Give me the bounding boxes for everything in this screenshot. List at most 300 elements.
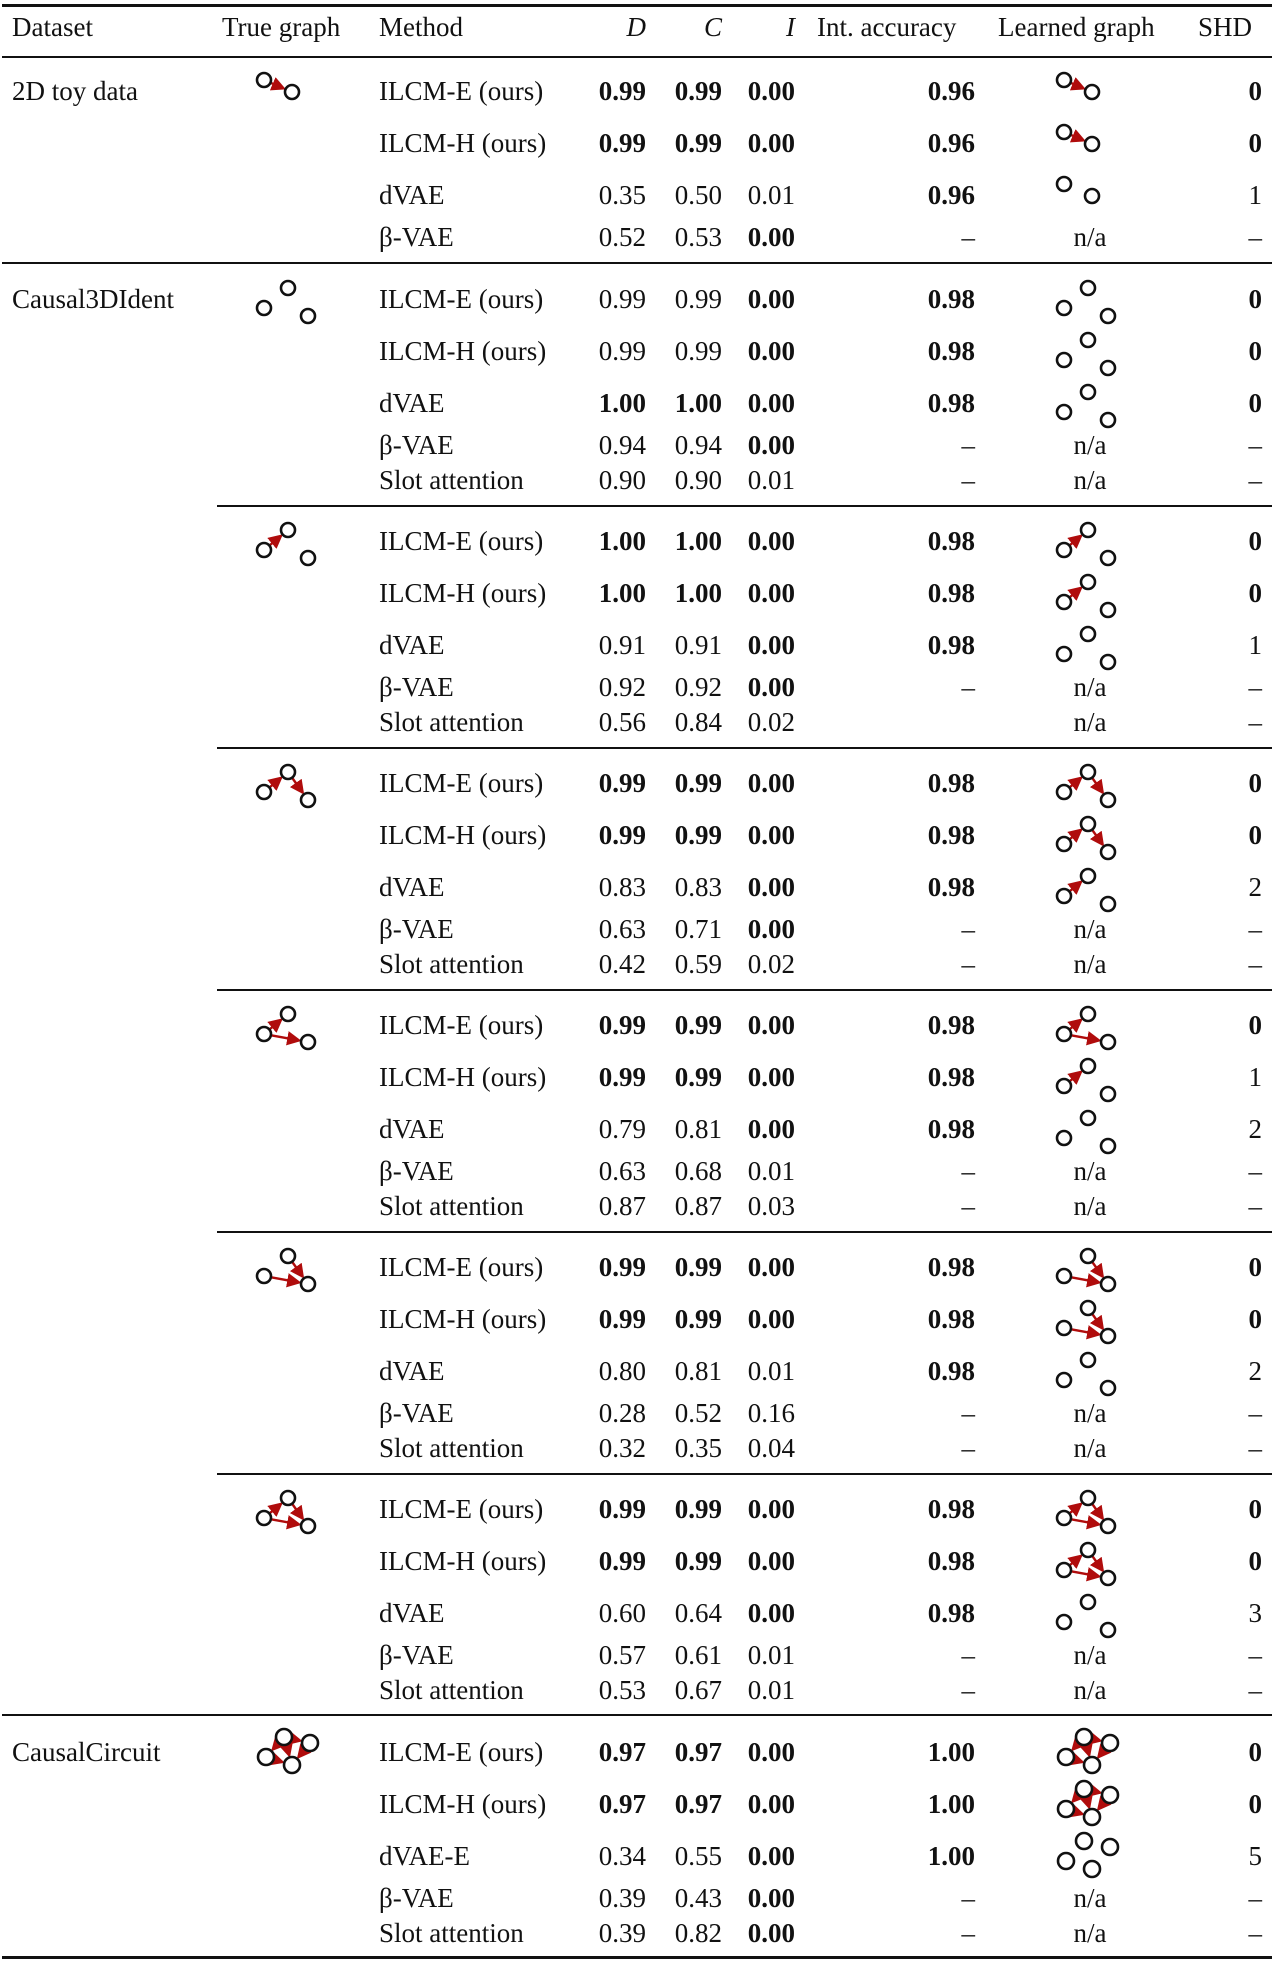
method-name: ILCM-H (ours) bbox=[379, 1789, 547, 1819]
block-separator bbox=[2, 262, 1272, 264]
method-name: ILCM-E (ours) bbox=[379, 1737, 544, 1767]
int-accuracy: – bbox=[961, 1883, 975, 1913]
metric-I: 0.02 bbox=[747, 707, 795, 737]
int-accuracy: – bbox=[961, 1398, 975, 1428]
metric-C: 0.91 bbox=[674, 630, 722, 660]
metric-C: 0.99 bbox=[674, 1010, 722, 1040]
dataset-label: 2D toy data bbox=[12, 76, 138, 106]
graph-svg bbox=[1056, 1727, 1126, 1779]
shd-value: 0 bbox=[1248, 768, 1262, 798]
metric-I: 0.00 bbox=[747, 1737, 795, 1767]
block-separator bbox=[217, 1473, 1272, 1475]
shd-value: 5 bbox=[1248, 1841, 1262, 1871]
metric-I: 0.04 bbox=[747, 1433, 795, 1463]
method-name: dVAE bbox=[379, 180, 445, 210]
shd-value: 0 bbox=[1248, 1252, 1262, 1282]
metric-I: 0.00 bbox=[747, 336, 795, 366]
shd-value: 0 bbox=[1248, 1789, 1262, 1819]
metric-D: 0.97 bbox=[598, 1737, 646, 1767]
metric-C: 1.00 bbox=[674, 578, 722, 608]
bottom-rule bbox=[2, 1956, 1272, 1959]
metric-C: 0.43 bbox=[674, 1883, 722, 1913]
method-name: β-VAE bbox=[379, 914, 454, 944]
metric-D: 0.90 bbox=[598, 465, 646, 495]
learned-graph-na: n/a bbox=[1073, 1918, 1107, 1948]
graph-svg bbox=[1056, 1831, 1126, 1883]
graph-svg bbox=[1056, 568, 1126, 620]
block-separator bbox=[217, 747, 1272, 749]
shd-value: 0 bbox=[1248, 76, 1262, 106]
int-accuracy: – bbox=[961, 1433, 975, 1463]
int-accuracy: 1.00 bbox=[927, 1737, 975, 1767]
metric-D: 0.99 bbox=[598, 128, 646, 158]
method-name: β-VAE bbox=[379, 672, 454, 702]
learned-graph-diagram bbox=[1056, 170, 1126, 222]
metric-I: 0.00 bbox=[747, 388, 795, 418]
learned-graph-diagram bbox=[1056, 274, 1126, 326]
learned-graph-diagram bbox=[1056, 326, 1126, 378]
learned-graph-diagram bbox=[1056, 1779, 1126, 1831]
metric-C: 1.00 bbox=[674, 388, 722, 418]
shd-value: 1 bbox=[1248, 630, 1262, 660]
graph-svg bbox=[1056, 1000, 1126, 1052]
graph-svg bbox=[256, 274, 326, 326]
metric-C: 0.68 bbox=[674, 1156, 722, 1186]
metric-I: 0.00 bbox=[747, 128, 795, 158]
metric-I: 0.00 bbox=[747, 1883, 795, 1913]
metric-I: 0.01 bbox=[747, 1156, 795, 1186]
learned-graph-diagram bbox=[1056, 1727, 1126, 1779]
shd-value: – bbox=[1248, 1398, 1262, 1428]
method-name: dVAE bbox=[379, 1598, 445, 1628]
learned-graph-na: n/a bbox=[1073, 222, 1107, 252]
true-graph-diagram bbox=[256, 758, 326, 810]
metric-C: 0.87 bbox=[674, 1191, 722, 1221]
int-accuracy: 0.98 bbox=[927, 1114, 975, 1144]
metric-D: 0.97 bbox=[598, 1789, 646, 1819]
graph-svg bbox=[1056, 66, 1126, 118]
method-name: β-VAE bbox=[379, 1398, 454, 1428]
method-name: ILCM-H (ours) bbox=[379, 1304, 547, 1334]
method-name: dVAE bbox=[379, 388, 445, 418]
shd-value: 0 bbox=[1248, 284, 1262, 314]
metric-C: 0.99 bbox=[674, 336, 722, 366]
int-accuracy: 0.96 bbox=[927, 180, 975, 210]
shd-value: 0 bbox=[1248, 336, 1262, 366]
learned-graph-diagram bbox=[1056, 568, 1126, 620]
metric-D: 0.39 bbox=[598, 1883, 646, 1913]
metric-D: 0.99 bbox=[598, 76, 646, 106]
metric-C: 0.59 bbox=[674, 949, 722, 979]
shd-value: 0 bbox=[1248, 1494, 1262, 1524]
metric-C: 0.71 bbox=[674, 914, 722, 944]
shd-value: 2 bbox=[1248, 1114, 1262, 1144]
shd-value: – bbox=[1248, 949, 1262, 979]
graph-svg bbox=[1056, 758, 1126, 810]
shd-value: 0 bbox=[1248, 820, 1262, 850]
metric-D: 0.63 bbox=[598, 914, 646, 944]
learned-graph-diagram bbox=[1056, 1536, 1126, 1588]
metric-I: 0.00 bbox=[747, 672, 795, 702]
metric-D: 0.99 bbox=[598, 1546, 646, 1576]
graph-svg bbox=[1056, 1779, 1126, 1831]
graph-svg bbox=[1056, 620, 1126, 672]
int-accuracy: – bbox=[961, 465, 975, 495]
method-name: Slot attention bbox=[379, 1433, 524, 1463]
learned-graph-na: n/a bbox=[1073, 1191, 1107, 1221]
metric-I: 0.00 bbox=[747, 1546, 795, 1576]
learned-graph-na: n/a bbox=[1073, 1883, 1107, 1913]
method-name: ILCM-E (ours) bbox=[379, 768, 544, 798]
learned-graph-na: n/a bbox=[1073, 1398, 1107, 1428]
header-method: Method bbox=[379, 12, 463, 42]
int-accuracy: 0.98 bbox=[927, 1062, 975, 1092]
metric-C: 0.97 bbox=[674, 1737, 722, 1767]
metric-C: 0.99 bbox=[674, 1062, 722, 1092]
int-accuracy: 0.98 bbox=[927, 336, 975, 366]
header-D: D bbox=[626, 12, 646, 42]
metric-D: 0.99 bbox=[598, 284, 646, 314]
metric-I: 0.00 bbox=[747, 630, 795, 660]
int-accuracy: 0.98 bbox=[927, 1304, 975, 1334]
method-name: ILCM-H (ours) bbox=[379, 1546, 547, 1576]
int-accuracy: 0.98 bbox=[927, 872, 975, 902]
method-name: β-VAE bbox=[379, 1640, 454, 1670]
shd-value: – bbox=[1248, 1675, 1262, 1705]
true-graph-diagram bbox=[256, 1727, 326, 1779]
header-rule bbox=[2, 56, 1272, 58]
method-name: dVAE bbox=[379, 1356, 445, 1386]
metric-I: 0.00 bbox=[747, 222, 795, 252]
int-accuracy: 0.96 bbox=[927, 128, 975, 158]
learned-graph-diagram bbox=[1056, 118, 1126, 170]
shd-value: 1 bbox=[1248, 1062, 1262, 1092]
metric-C: 1.00 bbox=[674, 526, 722, 556]
graph-svg bbox=[256, 66, 326, 118]
learned-graph-diagram bbox=[1056, 1346, 1126, 1398]
block-separator bbox=[217, 989, 1272, 991]
metric-D: 1.00 bbox=[598, 526, 646, 556]
method-name: Slot attention bbox=[379, 707, 524, 737]
metric-I: 0.00 bbox=[747, 1918, 795, 1948]
metric-I: 0.01 bbox=[747, 1640, 795, 1670]
metric-C: 0.99 bbox=[674, 1252, 722, 1282]
graph-svg bbox=[1056, 1536, 1126, 1588]
metric-D: 0.32 bbox=[598, 1433, 646, 1463]
shd-value: 0 bbox=[1248, 526, 1262, 556]
int-accuracy: – bbox=[961, 222, 975, 252]
metric-C: 0.67 bbox=[674, 1675, 722, 1705]
shd-value: – bbox=[1248, 914, 1262, 944]
block-separator bbox=[217, 1231, 1272, 1233]
shd-value: 2 bbox=[1248, 872, 1262, 902]
metric-I: 0.00 bbox=[747, 1114, 795, 1144]
metric-C: 0.81 bbox=[674, 1356, 722, 1386]
metric-D: 0.28 bbox=[598, 1398, 646, 1428]
shd-value: 0 bbox=[1248, 1546, 1262, 1576]
method-name: β-VAE bbox=[379, 222, 454, 252]
header-C: C bbox=[703, 12, 722, 42]
method-name: ILCM-E (ours) bbox=[379, 1252, 544, 1282]
header-int-accuracy: Int. accuracy bbox=[817, 12, 957, 42]
method-name: Slot attention bbox=[379, 1918, 524, 1948]
shd-value: – bbox=[1248, 1883, 1262, 1913]
metric-I: 0.01 bbox=[747, 180, 795, 210]
graph-svg bbox=[256, 516, 326, 568]
metric-D: 0.57 bbox=[598, 1640, 646, 1670]
graph-svg bbox=[256, 1000, 326, 1052]
true-graph-diagram bbox=[256, 274, 326, 326]
method-name: ILCM-E (ours) bbox=[379, 284, 544, 314]
learned-graph-na: n/a bbox=[1073, 914, 1107, 944]
metric-D: 1.00 bbox=[598, 388, 646, 418]
metric-D: 0.99 bbox=[598, 1304, 646, 1334]
int-accuracy: 0.98 bbox=[927, 388, 975, 418]
metric-I: 0.00 bbox=[747, 768, 795, 798]
true-graph-diagram bbox=[256, 1000, 326, 1052]
graph-svg bbox=[1056, 810, 1126, 862]
shd-value: 0 bbox=[1248, 1010, 1262, 1040]
metric-I: 0.00 bbox=[747, 578, 795, 608]
metric-D: 0.87 bbox=[598, 1191, 646, 1221]
shd-value: – bbox=[1248, 465, 1262, 495]
metric-I: 0.00 bbox=[747, 1304, 795, 1334]
learned-graph-diagram bbox=[1056, 1104, 1126, 1156]
int-accuracy: – bbox=[961, 949, 975, 979]
metric-C: 0.61 bbox=[674, 1640, 722, 1670]
metric-C: 0.53 bbox=[674, 222, 722, 252]
learned-graph-diagram bbox=[1056, 1000, 1126, 1052]
graph-svg bbox=[1056, 516, 1126, 568]
graph-svg bbox=[256, 1484, 326, 1536]
metric-I: 0.00 bbox=[747, 872, 795, 902]
metric-I: 0.00 bbox=[747, 526, 795, 556]
learned-graph-na: n/a bbox=[1073, 430, 1107, 460]
graph-svg bbox=[1056, 1346, 1126, 1398]
dataset-label: Causal3DIdent bbox=[12, 284, 174, 314]
graph-svg bbox=[1056, 326, 1126, 378]
graph-svg bbox=[1056, 1484, 1126, 1536]
learned-graph-diagram bbox=[1056, 1588, 1126, 1640]
learned-graph-na: n/a bbox=[1073, 707, 1107, 737]
int-accuracy: – bbox=[961, 672, 975, 702]
metric-C: 0.99 bbox=[674, 128, 722, 158]
shd-value: 2 bbox=[1248, 1356, 1262, 1386]
int-accuracy: 0.98 bbox=[927, 1598, 975, 1628]
method-name: dVAE bbox=[379, 1114, 445, 1144]
metric-D: 0.39 bbox=[598, 1918, 646, 1948]
int-accuracy: – bbox=[961, 1640, 975, 1670]
shd-value: – bbox=[1248, 707, 1262, 737]
header-dataset: Dataset bbox=[12, 12, 93, 42]
graph-svg bbox=[1056, 378, 1126, 430]
method-name: Slot attention bbox=[379, 1675, 524, 1705]
shd-value: 3 bbox=[1248, 1598, 1262, 1628]
top-rule bbox=[2, 4, 1272, 7]
learned-graph-na: n/a bbox=[1073, 672, 1107, 702]
shd-value: – bbox=[1248, 222, 1262, 252]
method-name: ILCM-H (ours) bbox=[379, 578, 547, 608]
metric-D: 0.42 bbox=[598, 949, 646, 979]
shd-value: 1 bbox=[1248, 180, 1262, 210]
metric-I: 0.00 bbox=[747, 914, 795, 944]
metric-C: 0.97 bbox=[674, 1789, 722, 1819]
learned-graph-na: n/a bbox=[1073, 949, 1107, 979]
metric-D: 1.00 bbox=[598, 578, 646, 608]
true-graph-diagram bbox=[256, 66, 326, 118]
learned-graph-diagram bbox=[1056, 758, 1126, 810]
metric-I: 0.00 bbox=[747, 1252, 795, 1282]
int-accuracy: 0.96 bbox=[927, 76, 975, 106]
int-accuracy: 0.98 bbox=[927, 526, 975, 556]
int-accuracy: 0.98 bbox=[927, 1494, 975, 1524]
learned-graph-diagram bbox=[1056, 1242, 1126, 1294]
graph-svg bbox=[256, 758, 326, 810]
method-name: ILCM-H (ours) bbox=[379, 1062, 547, 1092]
metric-D: 0.52 bbox=[598, 222, 646, 252]
metric-I: 0.00 bbox=[747, 1598, 795, 1628]
learned-graph-na: n/a bbox=[1073, 465, 1107, 495]
shd-value: – bbox=[1248, 1433, 1262, 1463]
metric-I: 0.01 bbox=[747, 465, 795, 495]
graph-svg bbox=[256, 1727, 326, 1779]
int-accuracy: 0.98 bbox=[927, 1252, 975, 1282]
method-name: dVAE bbox=[379, 630, 445, 660]
metric-D: 0.99 bbox=[598, 1062, 646, 1092]
metric-C: 0.99 bbox=[674, 1546, 722, 1576]
int-accuracy: 0.98 bbox=[927, 1546, 975, 1576]
learned-graph-diagram bbox=[1056, 620, 1126, 672]
metric-C: 0.99 bbox=[674, 820, 722, 850]
metric-I: 0.00 bbox=[747, 1010, 795, 1040]
method-name: ILCM-H (ours) bbox=[379, 820, 547, 850]
true-graph-diagram bbox=[256, 1484, 326, 1536]
metric-C: 0.81 bbox=[674, 1114, 722, 1144]
metric-C: 0.90 bbox=[674, 465, 722, 495]
graph-svg bbox=[1056, 1294, 1126, 1346]
int-accuracy: – bbox=[961, 1156, 975, 1186]
graph-svg bbox=[1056, 1052, 1126, 1104]
metric-I: 0.00 bbox=[747, 1789, 795, 1819]
metric-C: 0.99 bbox=[674, 768, 722, 798]
learned-graph-na: n/a bbox=[1073, 1675, 1107, 1705]
header-I: I bbox=[786, 12, 795, 42]
metric-I: 0.01 bbox=[747, 1675, 795, 1705]
dataset-label: CausalCircuit bbox=[12, 1737, 161, 1767]
metric-C: 0.99 bbox=[674, 284, 722, 314]
metric-C: 0.83 bbox=[674, 872, 722, 902]
metric-D: 0.34 bbox=[598, 1841, 646, 1871]
metric-I: 0.00 bbox=[747, 1062, 795, 1092]
method-name: Slot attention bbox=[379, 949, 524, 979]
int-accuracy: – bbox=[961, 1191, 975, 1221]
learned-graph-diagram bbox=[1056, 1294, 1126, 1346]
method-name: Slot attention bbox=[379, 1191, 524, 1221]
metric-I: 0.00 bbox=[747, 76, 795, 106]
method-name: ILCM-H (ours) bbox=[379, 336, 547, 366]
graph-svg bbox=[256, 1242, 326, 1294]
method-name: ILCM-E (ours) bbox=[379, 1494, 544, 1524]
metric-C: 0.92 bbox=[674, 672, 722, 702]
shd-value: – bbox=[1248, 672, 1262, 702]
learned-graph-diagram bbox=[1056, 516, 1126, 568]
shd-value: 0 bbox=[1248, 1737, 1262, 1767]
header-shd: SHD bbox=[1198, 12, 1253, 42]
graph-svg bbox=[1056, 1588, 1126, 1640]
method-name: ILCM-E (ours) bbox=[379, 76, 544, 106]
metric-I: 0.02 bbox=[747, 949, 795, 979]
metric-D: 0.99 bbox=[598, 1494, 646, 1524]
int-accuracy: 0.98 bbox=[927, 768, 975, 798]
metric-C: 0.94 bbox=[674, 430, 722, 460]
metric-C: 0.99 bbox=[674, 1304, 722, 1334]
graph-svg bbox=[1056, 274, 1126, 326]
metric-C: 0.35 bbox=[674, 1433, 722, 1463]
method-name: dVAE-E bbox=[379, 1841, 470, 1871]
graph-svg bbox=[1056, 1104, 1126, 1156]
graph-svg bbox=[1056, 170, 1126, 222]
graph-svg bbox=[1056, 118, 1126, 170]
true-graph-diagram bbox=[256, 1242, 326, 1294]
learned-graph-na: n/a bbox=[1073, 1156, 1107, 1186]
int-accuracy: 0.98 bbox=[927, 1010, 975, 1040]
int-accuracy: 0.98 bbox=[927, 284, 975, 314]
block-separator bbox=[217, 505, 1272, 507]
int-accuracy: 1.00 bbox=[927, 1841, 975, 1871]
int-accuracy: – bbox=[961, 914, 975, 944]
method-name: ILCM-E (ours) bbox=[379, 526, 544, 556]
block-separator bbox=[2, 1714, 1272, 1716]
metric-I: 0.01 bbox=[747, 1356, 795, 1386]
int-accuracy: – bbox=[961, 1675, 975, 1705]
shd-value: – bbox=[1248, 1918, 1262, 1948]
learned-graph-diagram bbox=[1056, 1052, 1126, 1104]
metric-I: 0.16 bbox=[747, 1398, 795, 1428]
method-name: dVAE bbox=[379, 872, 445, 902]
metric-D: 0.80 bbox=[598, 1356, 646, 1386]
metric-C: 0.50 bbox=[674, 180, 722, 210]
metric-D: 0.99 bbox=[598, 820, 646, 850]
learned-graph-diagram bbox=[1056, 1831, 1126, 1883]
metric-C: 0.52 bbox=[674, 1398, 722, 1428]
metric-D: 0.83 bbox=[598, 872, 646, 902]
metric-D: 0.91 bbox=[598, 630, 646, 660]
method-name: β-VAE bbox=[379, 1156, 454, 1186]
metric-C: 0.82 bbox=[674, 1918, 722, 1948]
shd-value: – bbox=[1248, 1191, 1262, 1221]
metric-D: 0.53 bbox=[598, 1675, 646, 1705]
metric-D: 0.99 bbox=[598, 1252, 646, 1282]
metric-D: 0.60 bbox=[598, 1598, 646, 1628]
learned-graph-diagram bbox=[1056, 1484, 1126, 1536]
learned-graph-na: n/a bbox=[1073, 1433, 1107, 1463]
metric-C: 0.84 bbox=[674, 707, 722, 737]
shd-value: 0 bbox=[1248, 128, 1262, 158]
metric-D: 0.56 bbox=[598, 707, 646, 737]
learned-graph-diagram bbox=[1056, 66, 1126, 118]
int-accuracy: 0.98 bbox=[927, 630, 975, 660]
metric-D: 0.79 bbox=[598, 1114, 646, 1144]
learned-graph-na: n/a bbox=[1073, 1640, 1107, 1670]
shd-value: – bbox=[1248, 430, 1262, 460]
method-name: ILCM-E (ours) bbox=[379, 1010, 544, 1040]
metric-C: 0.64 bbox=[674, 1598, 722, 1628]
metric-C: 0.99 bbox=[674, 1494, 722, 1524]
metric-I: 0.00 bbox=[747, 820, 795, 850]
metric-D: 0.99 bbox=[598, 768, 646, 798]
method-name: Slot attention bbox=[379, 465, 524, 495]
metric-D: 0.99 bbox=[598, 1010, 646, 1040]
